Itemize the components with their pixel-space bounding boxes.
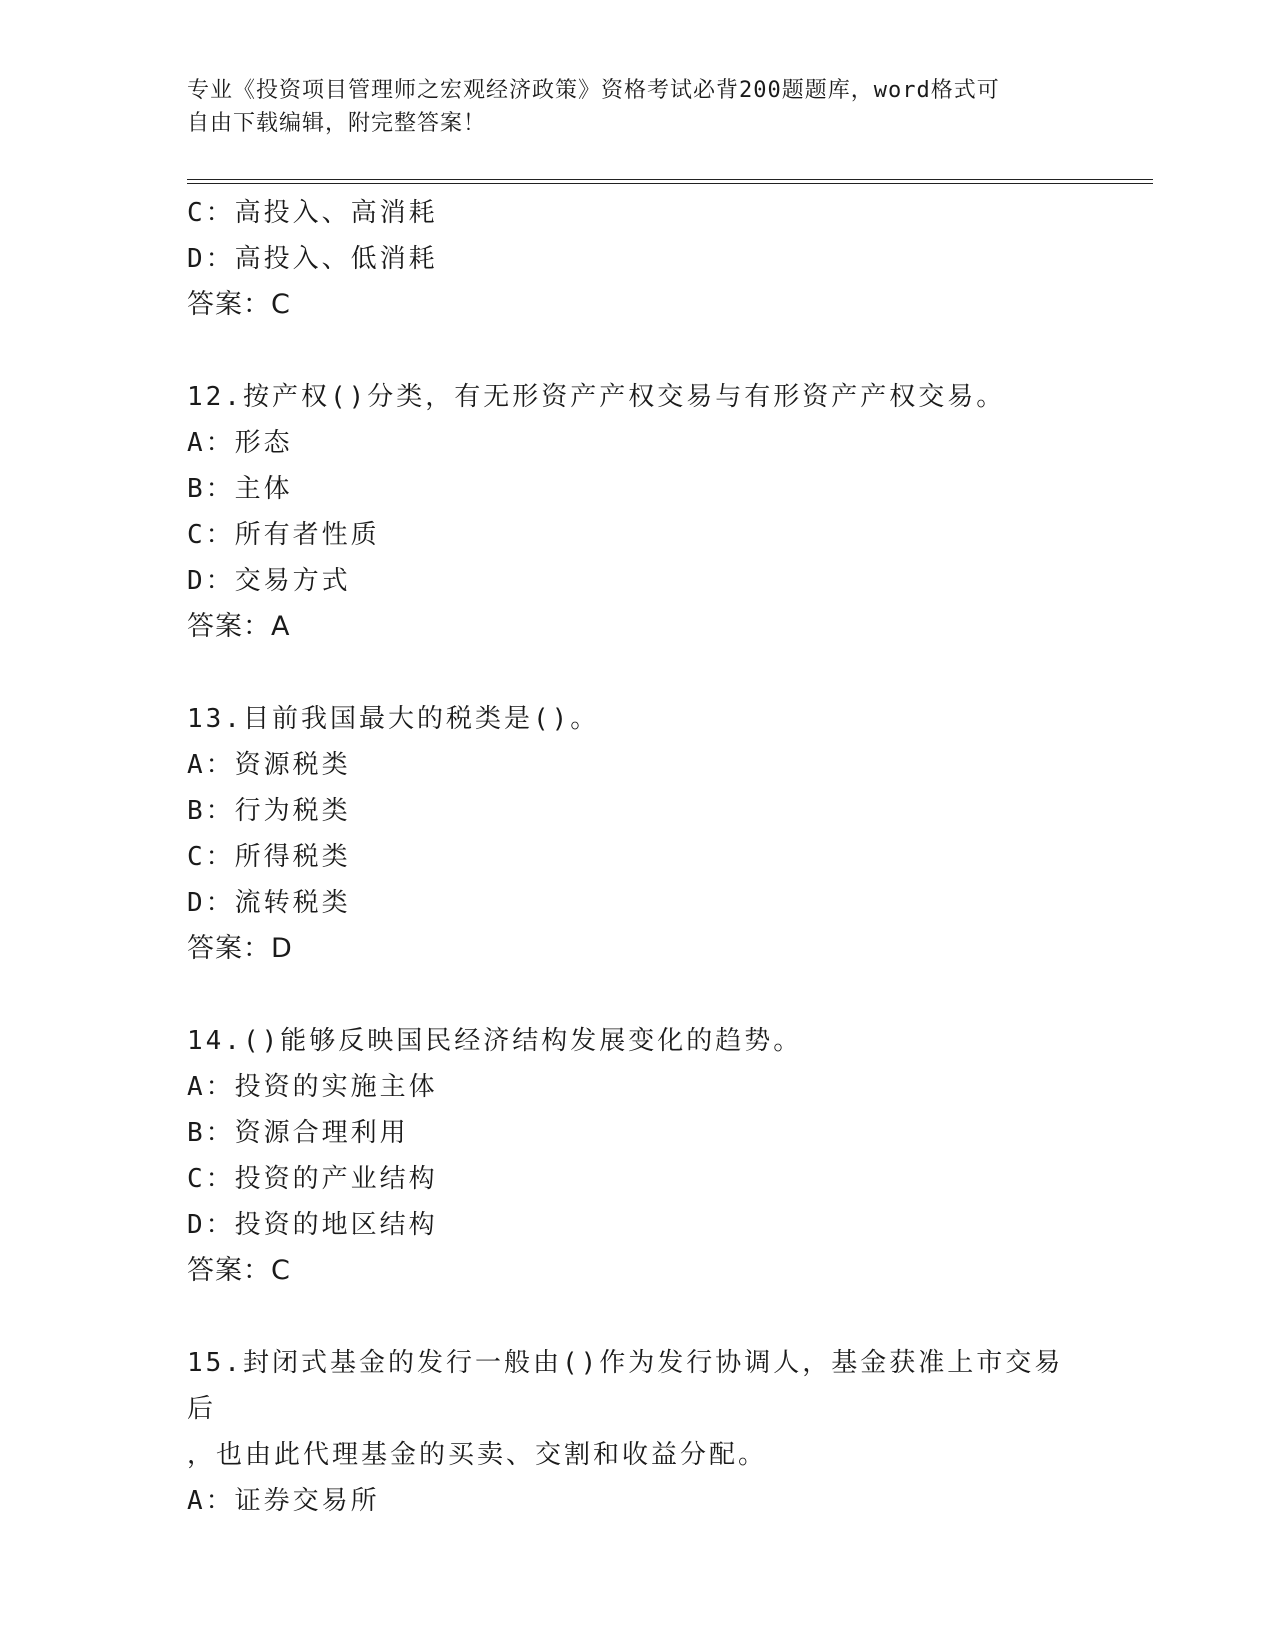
option-a: A：证券交易所 <box>187 1486 380 1516</box>
answer: 答案：A <box>187 611 291 642</box>
option-a: A：资源税类 <box>187 750 351 780</box>
question-11-tail <box>187 190 1087 328</box>
answer: 答案：C <box>187 1255 291 1286</box>
option-b: B：行为税类 <box>187 796 351 826</box>
option-b: B：主体 <box>187 474 293 504</box>
question-text-line-2: ，也由此代理基金的买卖、交割和收益分配。 <box>187 1440 768 1470</box>
option-c: C：高投入、高消耗 <box>187 198 438 228</box>
option-b: B：资源合理利用 <box>187 1118 409 1148</box>
header-divider-bottom <box>187 183 1153 184</box>
question-15 <box>187 1340 1087 1524</box>
option-a: A：投资的实施主体 <box>187 1072 438 1102</box>
answer: 答案：D <box>187 933 293 964</box>
question-text: 12.按产权()分类，有无形资产产权交易与有形资产产权交易。 <box>187 382 1006 412</box>
option-c: C：投资的产业结构 <box>187 1164 438 1194</box>
question-list <box>187 190 1087 1524</box>
option-d: D：交易方式 <box>187 566 351 596</box>
header-line-2: 自由下载编辑，附完整答案！ <box>187 111 487 136</box>
question-text: 13.目前我国最大的税类是()。 <box>187 704 600 734</box>
option-a: A：形态 <box>187 428 293 458</box>
option-d: D：高投入、低消耗 <box>187 244 438 274</box>
header-divider-top <box>187 179 1153 180</box>
question-text: 14.()能够反映国民经济结构发展变化的趋势。 <box>187 1026 803 1056</box>
document-header <box>187 74 1087 140</box>
header-line-1: 专业《投资项目管理师之宏观经济政策》资格考试必背200题题库，word格式可 <box>187 78 1000 103</box>
option-d: D：投资的地区结构 <box>187 1210 438 1240</box>
question-13 <box>187 696 1087 972</box>
option-d: D：流转税类 <box>187 888 351 918</box>
option-c: C：所得税类 <box>187 842 351 872</box>
question-14 <box>187 1018 1087 1294</box>
option-c: C：所有者性质 <box>187 520 380 550</box>
question-12 <box>187 374 1087 650</box>
answer: 答案：C <box>187 289 291 320</box>
question-text-line-1: 15.封闭式基金的发行一般由()作为发行协调人，基金获准上市交易后 <box>187 1348 1064 1424</box>
